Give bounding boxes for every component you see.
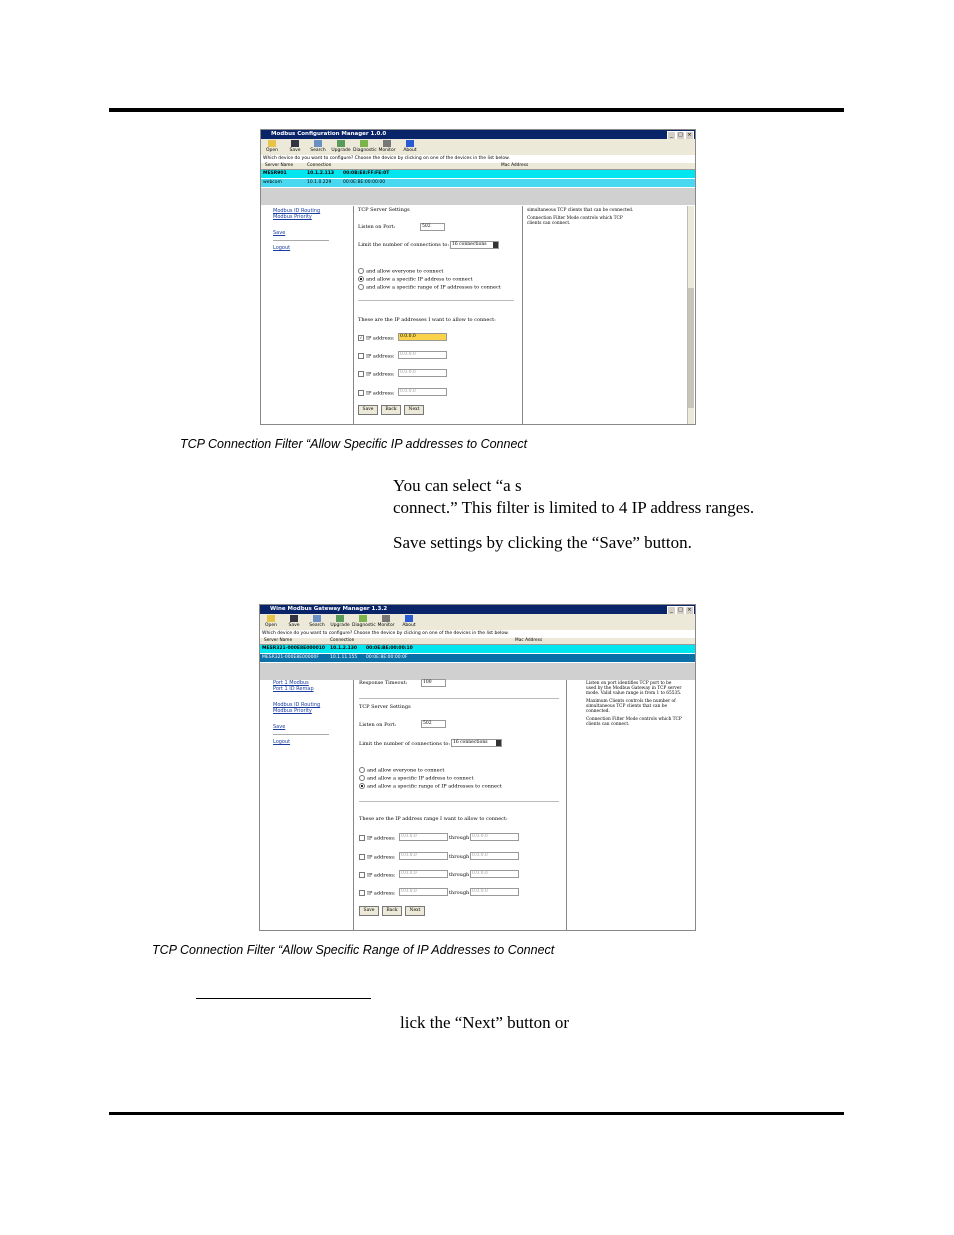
nav-modbus-id-routing[interactable]: Modbus ID Routing	[273, 208, 321, 214]
next-button[interactable]: Next	[405, 906, 425, 916]
ip-range-end-input[interactable]: 0.0.0.0	[470, 888, 519, 896]
ip-range-list-label: These are the IP address range I want to allow to connect:	[359, 816, 508, 822]
window-title: Modbus Configuration Manager 1.0.0	[261, 130, 695, 139]
radio-allow-range[interactable]: and allow a specific range of IP addresses to connect	[359, 783, 502, 790]
nav-divider	[273, 734, 329, 735]
footnote-rule	[196, 998, 371, 999]
tcp-settings-form	[359, 680, 561, 920]
upgrade-button[interactable]: Upgrade	[330, 140, 352, 153]
nav-divider	[273, 240, 329, 241]
ip-input[interactable]: 0.0.0.0	[398, 333, 447, 341]
ip-row[interactable]: ✓ IP address:	[359, 335, 395, 342]
device-row[interactable]: MESR321-000E8E00000F 10.1.11.155 00:0E:8E:00:00:0F	[260, 654, 695, 662]
about-button[interactable]: About	[398, 615, 420, 628]
listen-port-input[interactable]: 502	[420, 223, 445, 231]
nav-logout[interactable]: Logout	[273, 739, 291, 745]
radio-allow-everyone[interactable]: and allow everyone to connect	[359, 767, 444, 774]
device-row[interactable]: MESR901 10.1.2.113 00:0B:E8:FF:FE:0T	[261, 170, 695, 178]
ip-input[interactable]: 0.0.0.0	[398, 369, 447, 377]
figure-caption: TCP Connection Filter “Allow Specific Range of IP Addresses to Connect	[152, 943, 555, 957]
radio-allow-everyone[interactable]: and allow everyone to connect	[358, 268, 443, 275]
nav-port1-id-remap[interactable]: Port 1 ID Remap	[273, 686, 314, 692]
limit-label: Limit the number of connections to:	[359, 741, 451, 747]
response-timeout-label: Response Timeout:	[359, 680, 408, 686]
open-button[interactable]: Open	[260, 615, 282, 628]
open-button[interactable]: Open	[261, 140, 283, 153]
nav-save[interactable]: Save	[273, 724, 286, 730]
header-rule	[109, 108, 844, 112]
device-prompt: Which device do you want to configure? Choose the device by clicking on one of the devices in the list below.	[263, 156, 510, 161]
ip-range-row[interactable]: IP address:	[359, 854, 395, 861]
minimize-icon[interactable]: _	[667, 131, 676, 140]
diagnostic-button[interactable]: Diagnostic	[352, 615, 374, 628]
nav-modbus-priority[interactable]: Modbus Priority	[273, 708, 312, 714]
about-button[interactable]: About	[399, 140, 421, 153]
ip-range-row[interactable]: IP address:	[359, 835, 395, 842]
listen-port-label: Listen on Port:	[359, 722, 397, 728]
nav-save[interactable]: Save	[273, 230, 286, 236]
list-empty-area	[261, 188, 695, 205]
list-empty-area	[260, 663, 695, 680]
back-button[interactable]: Back	[382, 906, 402, 916]
pane-divider	[353, 206, 354, 424]
search-button[interactable]: Search	[307, 140, 329, 153]
footer-rule	[109, 1112, 844, 1115]
save-form-button[interactable]: Save	[359, 906, 379, 916]
section-title: TCP Server Settings	[359, 704, 411, 710]
device-list-header: Server Name Connection Mac Address	[261, 163, 695, 170]
maximize-icon[interactable]: □	[676, 606, 685, 615]
radio-allow-range[interactable]: and allow a specific range of IP addresses to connect	[358, 284, 501, 291]
save-button[interactable]: Save	[283, 615, 305, 628]
paragraph-line: connect.” This filter is limited to 4 IP address ranges.	[393, 498, 755, 517]
paragraph: lick the “Next” button or	[400, 1013, 570, 1032]
section-divider	[358, 300, 514, 301]
ip-row[interactable]: IP address:	[358, 353, 394, 360]
section-divider	[359, 801, 559, 802]
search-button[interactable]: Search	[306, 615, 328, 628]
section-title: TCP Server Settings	[358, 207, 410, 213]
ip-input[interactable]: 0.0.0.0	[398, 351, 447, 359]
scrollbar[interactable]	[687, 206, 694, 424]
limit-label: Limit the number of connections to:	[358, 242, 450, 248]
ip-range-row[interactable]: IP address:	[359, 890, 395, 897]
device-prompt: Which device do you want to configure? Choose the device by clicking on one of the devices in the list below.	[262, 631, 509, 636]
maximize-icon[interactable]: □	[676, 131, 685, 140]
save-form-button[interactable]: Save	[358, 405, 378, 415]
toolbar	[260, 614, 695, 630]
paragraph-line: You can select “a s	[393, 476, 522, 495]
save-button[interactable]: Save	[284, 140, 306, 153]
upgrade-button[interactable]: Upgrade	[329, 615, 351, 628]
ip-range-start-input[interactable]: 0.0.0.0	[399, 870, 448, 878]
through-label: through	[449, 854, 470, 860]
chevron-down-icon	[493, 242, 498, 248]
device-row[interactable]: MESR321-000E8E000010 10.1.2.130 00:0E:BE:00:00:10	[260, 645, 695, 653]
ip-range-start-input[interactable]: 0.0.0.0	[399, 833, 448, 841]
window-title: Wine Modbus Gateway Manager 1.3.2	[260, 605, 695, 614]
device-row[interactable]: webcom 10.1.0.229 00:0E:BE:00:00:00	[261, 179, 695, 187]
ip-range-start-input[interactable]: 0.0.0.0	[399, 888, 448, 896]
monitor-button[interactable]: Monitor	[375, 615, 397, 628]
listen-port-input[interactable]: 502	[421, 720, 446, 728]
ip-range-end-input[interactable]: 0.0.0.0	[470, 870, 519, 878]
nav-modbus-priority[interactable]: Modbus Priority	[273, 214, 312, 220]
help-panel: Listen on port identifies TCP port to be used by the Modbus Gateway in TCP server mode. Valid value range is from 1 to 65535. Maximum Clients controls the number of simultaneous TCP clients that can be connected. Connection Filter Mode controls which TCP clients can connect.	[586, 681, 682, 727]
help-panel: simultaneous TCP clients that can be connected. Connection Filter Mode controls which TCP clients can connect.	[527, 208, 634, 226]
limit-select[interactable]: 16 connections	[451, 739, 502, 747]
tcp-settings-form	[358, 207, 518, 417]
through-label: through	[449, 890, 470, 896]
device-list-header: Server Name Connection Mac Address	[260, 638, 695, 645]
side-nav	[273, 680, 333, 745]
back-button[interactable]: Back	[381, 405, 401, 415]
ip-range-end-input[interactable]: 0.0.0.0	[470, 833, 519, 841]
radio-allow-specific-ip[interactable]: and allow a specific IP address to connect	[358, 276, 472, 283]
ip-list-label: These are the IP addresses I want to allow to connect:	[358, 317, 496, 323]
ip-range-row[interactable]: IP address:	[359, 872, 395, 879]
response-timeout-input[interactable]: 100	[421, 679, 446, 687]
side-nav	[273, 208, 333, 251]
pane-divider	[353, 680, 354, 930]
toolbar	[261, 139, 695, 155]
paragraph: Save settings by clicking the “Save” button.	[393, 533, 692, 552]
pane-divider	[522, 206, 523, 424]
figure-caption: TCP Connection Filter “Allow Specific IP addresses to Connect	[180, 437, 528, 451]
radio-allow-specific-ip[interactable]: and allow a specific IP address to connect	[359, 775, 473, 782]
through-label: through	[449, 835, 470, 841]
ip-row[interactable]: IP address:	[358, 390, 394, 397]
section-divider	[359, 698, 559, 699]
screenshot-allow-ip-range	[259, 604, 696, 931]
ip-row[interactable]: IP address:	[358, 371, 394, 378]
ip-range-end-input[interactable]: 0.0.0.0	[470, 852, 519, 860]
chevron-down-icon	[496, 740, 501, 746]
monitor-button[interactable]: Monitor	[376, 140, 398, 153]
diagnostic-button[interactable]: Diagnostic	[353, 140, 375, 153]
ip-range-start-input[interactable]: 0.0.0.0	[399, 852, 448, 860]
close-icon[interactable]: ×	[685, 131, 694, 140]
listen-port-label: Listen on Port:	[358, 224, 396, 230]
limit-select[interactable]: 16 connections	[450, 241, 499, 249]
nav-port1-modbus[interactable]: Port 1 Modbus	[273, 680, 309, 686]
nav-logout[interactable]: Logout	[273, 245, 291, 251]
through-label: through	[449, 872, 470, 878]
minimize-icon[interactable]: _	[667, 606, 676, 615]
nav-modbus-id-routing[interactable]: Modbus ID Routing	[273, 702, 321, 708]
scroll-thumb[interactable]	[688, 288, 694, 408]
close-icon[interactable]: ×	[685, 606, 694, 615]
screenshot-allow-specific-ip	[260, 129, 696, 425]
next-button[interactable]: Next	[404, 405, 424, 415]
pane-divider	[566, 680, 567, 930]
ip-input[interactable]: 0.0.0.0	[398, 388, 447, 396]
